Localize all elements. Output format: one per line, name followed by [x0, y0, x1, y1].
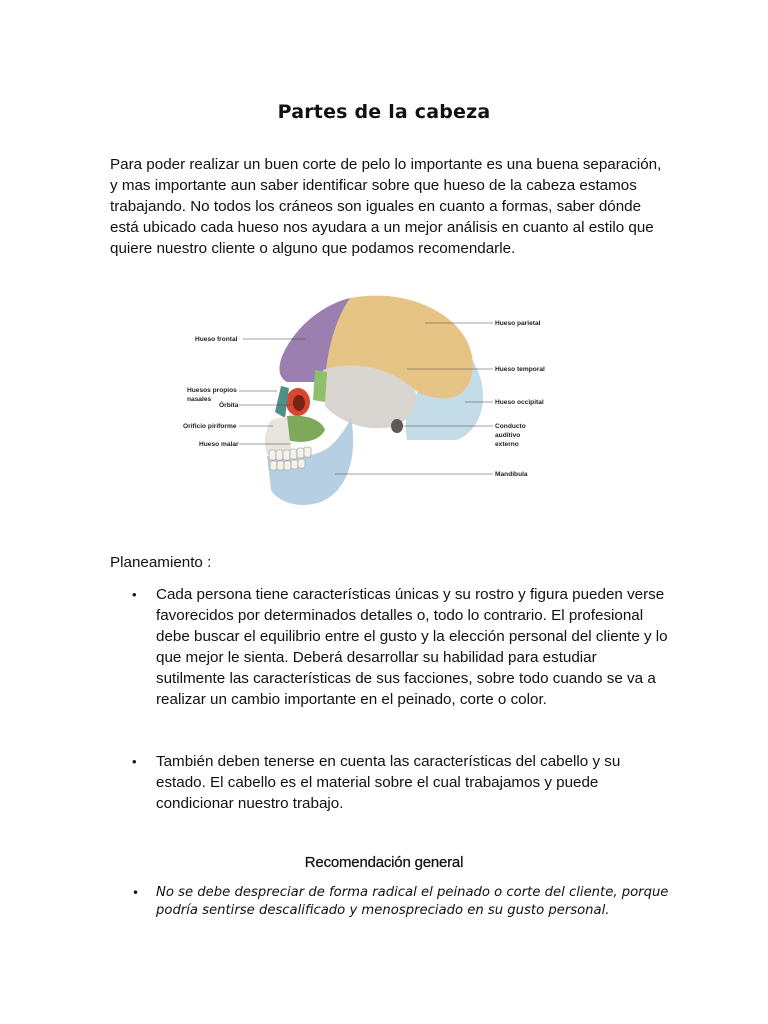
- label-auditivo: auditivo: [495, 432, 521, 439]
- bullet-icon: •: [132, 886, 140, 900]
- page-title: Partes de la cabeza: [277, 100, 491, 123]
- list-item-text: También deben tenerse en cuenta las características del cabello y su estado. El cabello es el material sobre el cual trabajamos y puede condicionar nuestro trabajo.: [156, 753, 621, 812]
- label-hueso-malar: Hueso malar: [199, 441, 239, 448]
- nasal-bone: [275, 386, 289, 418]
- label-hueso-frontal: Hueso frontal: [195, 336, 238, 343]
- list-item: [110, 584, 670, 710]
- label-hueso-parietal: Hueso parietal: [495, 320, 541, 327]
- intro-paragraph: Para poder realizar un buen corte de pelo lo importante es una buena separación, y mas importante aun saber identificar sobre que hueso de la cabeza estamos trabajando. No todos los cráneos son iguales en cuanto a formas, saber dónde está ubicado cada hueso nos ayudara a un mejor análisis en cuanto al estilo que quiere nuestro cliente o alguno que podamos recomendarle.: [110, 156, 662, 257]
- skull-diagram: [175, 290, 575, 515]
- malar-bone: [287, 416, 325, 442]
- sphenoid-bone: [313, 370, 327, 402]
- label-orificio-piriforme: Orificio piriforme: [183, 423, 237, 430]
- bullet-icon: •: [132, 754, 137, 769]
- planeamiento-list-1: [110, 584, 670, 710]
- label-nasales: nasales: [187, 396, 212, 403]
- maxilla: [265, 416, 291, 454]
- label-mandibula: Mandíbula: [495, 471, 528, 478]
- list-item-text: Cada persona tiene características únicas y su rostro y figura pueden verse favorecidos por determinados detalles o, todo lo contrario. El profesional debe buscar el equilibrio entre el gusto y la elección personal del cliente y lo que mejor le sienta. Deberá desarrollar su habilidad para estudiar sutilmente las características de sus facciones, sobre todo cuando se va a realizar un cambio importante en el peinado, corte o color.: [156, 586, 668, 708]
- label-huesos-propios: Huesos propios: [187, 387, 237, 394]
- label-externo: externo: [495, 441, 519, 448]
- list-item-text: No se debe despreciar de forma radical el peinado o corte del cliente, porque podría sentirse descalificado y menospreciado en su gusto personal.: [156, 885, 669, 918]
- planeamiento-heading: Planeamiento :: [110, 554, 212, 571]
- planeamiento-list-2: [110, 751, 670, 814]
- label-conducto: Conducto: [495, 423, 526, 430]
- recomendacion-heading: Recomendación general: [304, 854, 464, 871]
- label-orbita: Órbita: [219, 402, 239, 409]
- ear-canal: [391, 419, 403, 433]
- list-item: [110, 884, 670, 920]
- bullet-icon: •: [132, 587, 137, 602]
- label-hueso-temporal: Hueso temporal: [495, 366, 545, 373]
- label-hueso-occipital: Hueso occipital: [495, 399, 544, 406]
- recomendacion-list: [110, 884, 670, 920]
- list-item: [110, 751, 670, 814]
